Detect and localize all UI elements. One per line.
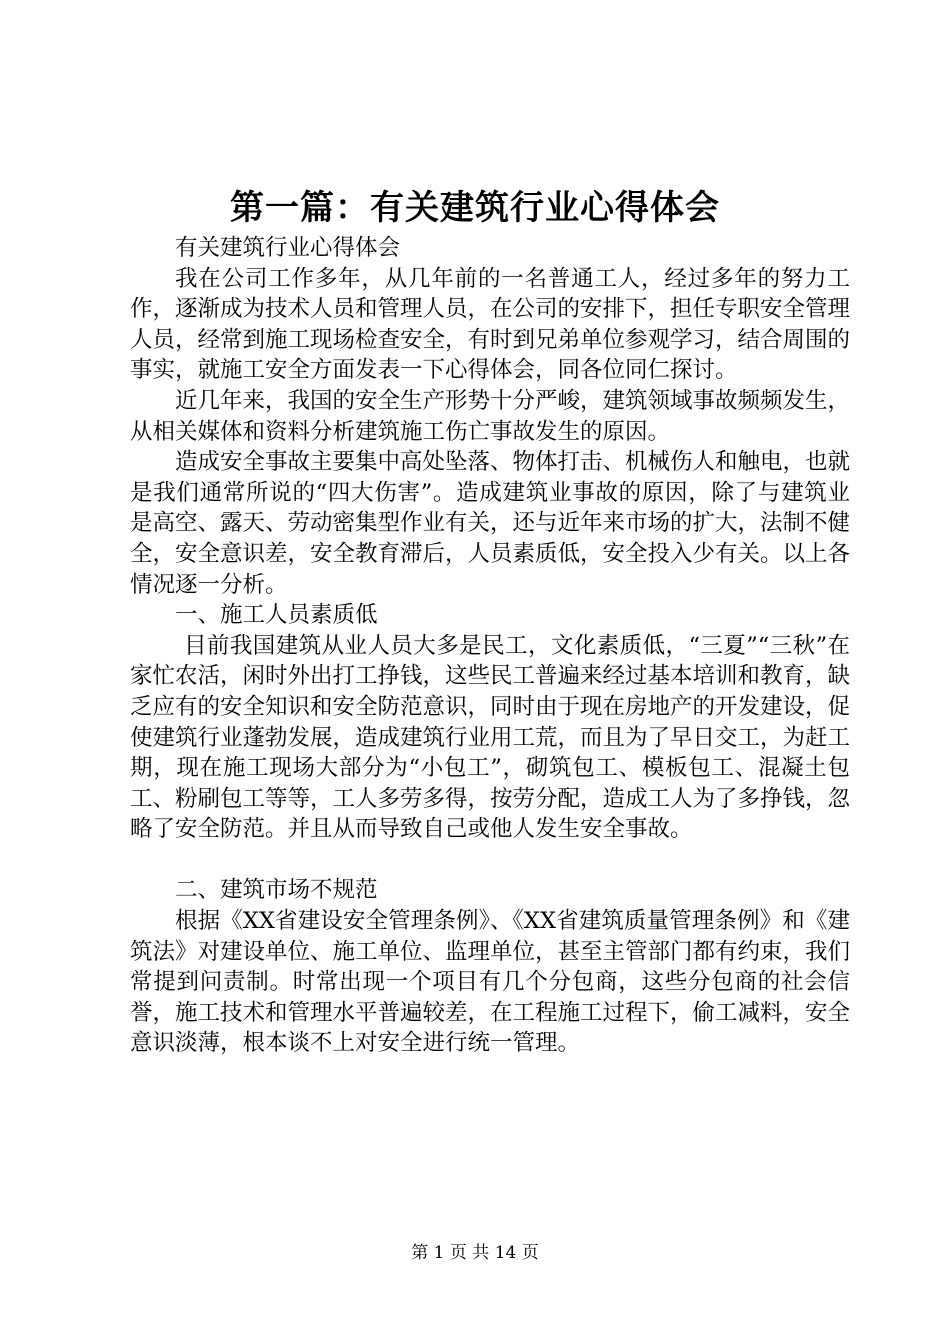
paragraph-causes: 造成安全事故主要集中高处坠落、物体打击、机械伤人和触电，也就是我们通常所说的“四大伤害”。造成建筑业事故的原因，除了与建筑业是高空、露天、劳动密集型作业有关，还与近年来市场的扩大，法制不健全，安全意识差，安全教育滞后，人员素质低，安全投入少有关。以上各情况逐一分析。 xyxy=(130,449,851,598)
section-heading-2: 二、建筑市场不规范 xyxy=(175,877,378,904)
section-heading-1: 一、施工人员素质低 xyxy=(175,602,378,629)
paragraph-intro: 我在公司工作多年，从几年前的一名普通工人，经过多年的努力工作，逐渐成为技术人员和管理人员，在公司的安排下，担任专职安全管理人员，经常到施工现场检查安全，有时到兄弟单位参观学习，结合周围的事实，就施工安全方面发表一下心得体会，同各位同仁探讨。 xyxy=(130,265,851,384)
document-title: 第一篇：有关建筑行业心得体会 xyxy=(230,188,720,228)
page-footer: 第 1 页 共 14 页 xyxy=(411,1243,539,1263)
document-body xyxy=(130,233,850,1059)
paragraph-situation: 近几年来，我国的安全生产形势十分严峻，建筑领域事故频频发生，从相关媒体和资料分析建筑施工伤亡事故发生的原因。 xyxy=(130,387,851,445)
section-paragraph-2: 根据《XX省建设安全管理条例》、《XX省建筑质量管理条例》和《建筑法》对建设单位、施工单位、监理单位，甚至主管部门都有约束，我们常提到问责制。时常出现一个项目有几个分包商，这些分包商的社会信誉，施工技术和管理水平普遍较差，在工程施工过程下，偷工减料，安全意识淡薄，根本谈不上对安全进行统一管理。 xyxy=(130,908,851,1057)
section-paragraph-1: 目前我国建筑从业人员大多是民工，文化素质低，“三夏”“三秋”在家忙农活，闲时外出打工挣钱，这些民工普遍来经过基本培训和教育，缺乏应有的安全知识和安全防范意识，同时由于现在房地产的开发建设，促使建筑行业蓬勃发展，造成建筑行业用工荒，而且为了早日交工，为赶工期，现在施工现场大部分为“小包工”，砌筑包工、模板包工、混凝土包工、粉刷包工等等，工人多劳多得，按劳分配，造成工人为了多挣钱，忽略了安全防范。并且从而导致自己或他人发生安全事故。 xyxy=(130,632,851,843)
document-subtitle: 有关建筑行业心得体会 xyxy=(175,235,401,261)
paragraph-gap xyxy=(130,845,850,876)
